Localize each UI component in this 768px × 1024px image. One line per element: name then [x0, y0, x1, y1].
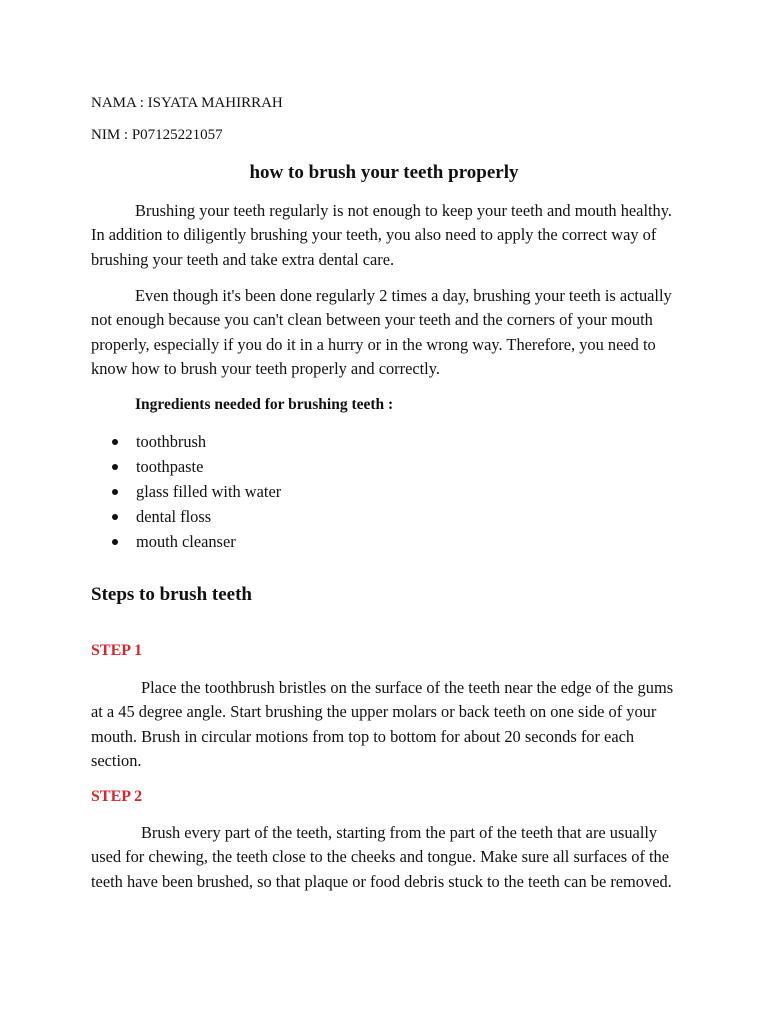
step-2-label: STEP 2: [91, 788, 143, 805]
list-item: [109, 479, 509, 504]
list-item: [109, 504, 509, 529]
ingredient-label: toothpaste: [136, 457, 204, 476]
ingredient-label: toothbrush: [136, 432, 207, 451]
list-item: [109, 529, 509, 554]
ingredient-label: dental floss: [136, 507, 212, 526]
intro-paragraph-1: Brushing your teeth regularly is not enough to keep your teeth and mouth healthy. In addition to diligently brushing your teeth, you also need to apply the correct way of brushing your teeth and take extra dental care.: [91, 201, 672, 269]
document-title: how to brush your teeth properly: [249, 162, 519, 183]
steps-heading: Steps to brush teeth: [91, 584, 252, 605]
bullet-icon: [112, 489, 118, 495]
student-name-line: NAMA : ISYATA MAHIRRAH: [91, 95, 283, 111]
ingredients-heading: Ingredients needed for brushing teeth :: [135, 396, 394, 413]
bullet-icon: [112, 464, 118, 470]
list-item: [109, 429, 509, 454]
step-1-text: Place the toothbrush bristles on the surface of the teeth near the edge of the gums at a 45 degree angle. Start brushing the upper molars or back teeth on one side of your mouth. Brush in circular motions from top to bottom for about 20 seconds for each section.: [91, 678, 674, 770]
bullet-icon: [112, 439, 118, 445]
bullet-icon: [112, 514, 118, 520]
step-2-text: Brush every part of the teeth, starting from the part of the teeth that are usually used for chewing, the teeth close to the cheeks and tongue. Make sure all surfaces of the teeth have been brushed, so that plaque or food debris stuck to the teeth can be removed.: [91, 823, 672, 891]
ingredient-label: mouth cleanser: [136, 532, 236, 551]
bullet-icon: [112, 539, 118, 545]
intro-paragraph-2: Even though it's been done regularly 2 times a day, brushing your teeth is actually not enough because you can't clean between your teeth and the corners of your mouth properly, especially if you do it in a hurry or in the wrong way. Therefore, you need to know how to brush your teeth properly and correctly.: [91, 286, 672, 378]
ingredient-label: glass filled with water: [136, 482, 282, 501]
ingredients-list: [109, 429, 509, 554]
student-nim-line: NIM : P07125221057: [91, 127, 223, 143]
list-item: [109, 454, 509, 479]
step-1-label: STEP 1: [91, 642, 143, 659]
